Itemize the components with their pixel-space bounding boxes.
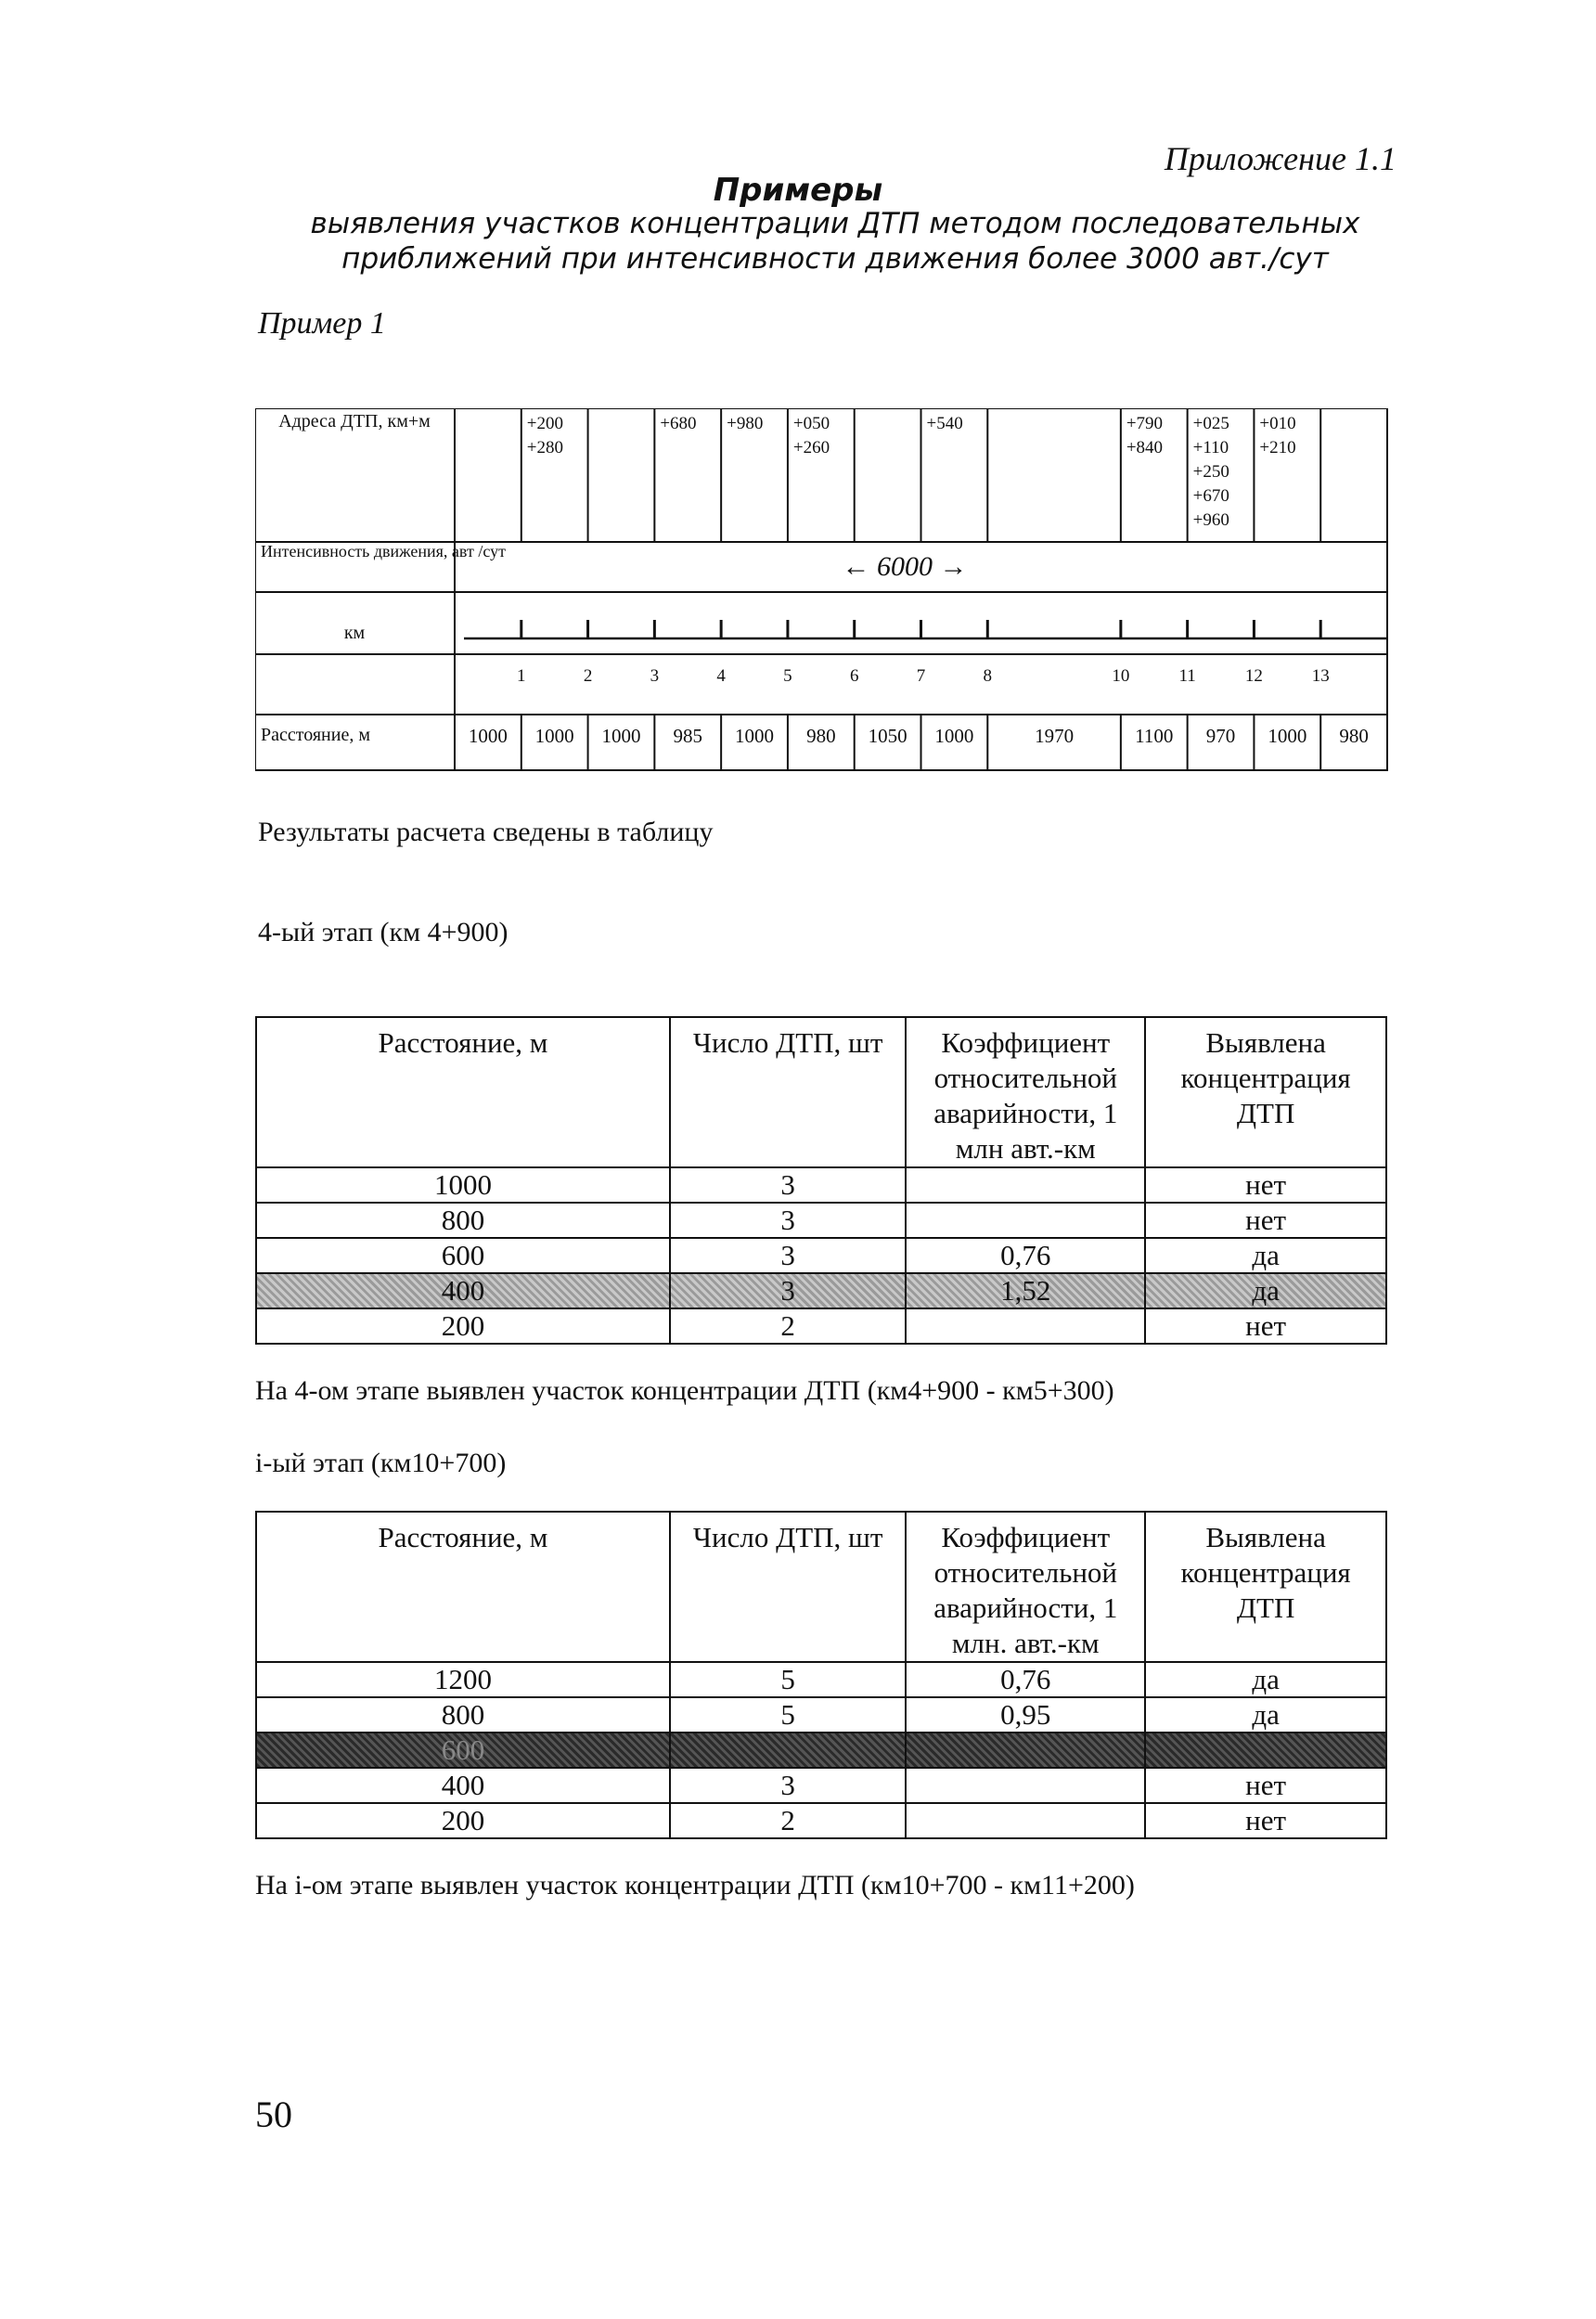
distance-value: 970 [1205,725,1236,747]
address-cell [727,414,763,433]
address-value: +840 [1126,438,1164,457]
page-title: Примеры [713,172,883,209]
km-label: 12 [1244,666,1263,686]
col-distance: Расстояние, м [256,1512,670,1662]
km-label: 7 [916,666,926,686]
table-cell [670,1733,906,1768]
label-distance: Расстояние, м [261,725,370,745]
table-row [256,1273,1386,1308]
address-value: +670 [1192,486,1229,506]
stage4-heading: 4-ый этап (км 4+900) [258,917,508,947]
km-label: 10 [1112,666,1130,686]
km-label: 13 [1311,666,1330,686]
address-value: +110 [1192,438,1229,457]
table-cell: 200 [256,1308,670,1344]
stagei-heading: i-ый этап (км10+700) [255,1448,507,1478]
label-intensity: Интенсивность движения, авт /сут [261,542,506,560]
km-label: 4 [716,666,726,686]
table-cell [906,1167,1145,1203]
address-value: +010 [1259,414,1296,433]
address-cell [793,414,830,457]
address-value: +250 [1192,462,1229,482]
table-cell: 400 [256,1273,670,1308]
col-accidents: Число ДТП, шт [670,1512,906,1662]
label-addresses-1: Адреса ДТП, км+м [278,411,431,432]
table-cell: нет [1145,1203,1386,1238]
table-cell [906,1308,1145,1344]
table-cell: да [1145,1697,1386,1733]
address-value: +025 [1192,414,1229,433]
address-cell [927,414,963,433]
road-schematic [255,408,1392,779]
col-accidents: Число ДТП, шт [670,1017,906,1167]
address-cell [527,414,563,457]
distance-value: 980 [1339,725,1369,747]
distance-value: 1000 [468,725,508,747]
address-value: +960 [1192,510,1229,530]
address-value: +790 [1126,414,1164,433]
distance-value: 980 [806,725,836,747]
km-label: 3 [650,666,660,686]
results-note: Результаты расчета сведены в таблицу [258,817,714,847]
address-value: +260 [792,438,830,457]
table-row [256,1238,1386,1273]
distance-value: 1100 [1135,725,1174,747]
km-label: 1 [517,666,526,686]
km-label: 5 [783,666,792,686]
table-cell: 0,76 [906,1662,1145,1697]
table-cell: 600 [256,1733,670,1768]
table-row [256,1803,1386,1838]
table-cell: да [1145,1273,1386,1308]
table-cell: 2 [670,1308,906,1344]
km-label: 11 [1178,666,1196,686]
address-value: +980 [727,414,764,433]
km-label: 8 [983,666,993,686]
table-cell: 200 [256,1803,670,1838]
table-cell: 0,95 [906,1697,1145,1733]
col-concentration: Выявлена концентрация ДТП [1145,1512,1386,1662]
table-cell [906,1733,1145,1768]
table-row [256,1308,1386,1344]
distance-value: 1000 [601,725,641,747]
address-cell [1259,414,1295,457]
col-coefficient: Коэффициент относительной аварийности, 1 млн авт.-км [906,1017,1145,1167]
table-cell [906,1203,1145,1238]
table-cell: 1,52 [906,1273,1145,1308]
table-cell: 800 [256,1697,670,1733]
address-cell [660,414,696,433]
table-cell: 800 [256,1203,670,1238]
table-cell: 0,76 [906,1238,1145,1273]
distance-value: 1000 [934,725,974,747]
table-row [256,1733,1386,1768]
table-cell: нет [1145,1768,1386,1803]
label-km: км [343,623,366,643]
table-cell: 3 [670,1768,906,1803]
table-cell [906,1768,1145,1803]
address-value: +050 [792,414,830,433]
col-distance: Расстояние, м [256,1017,670,1167]
stage4-table [255,1016,1387,1345]
table-cell: нет [1145,1308,1386,1344]
km-label: 2 [583,666,593,686]
page-subtitle: выявления участков концентрации ДТП методом последовательных приближений при интенсивности движения более 3000 авт./сут [310,207,1360,276]
col-concentration: Выявлена концентрация ДТП [1145,1017,1386,1167]
distance-value: 1000 [735,725,775,747]
table-row [256,1768,1386,1803]
table-cell: нет [1145,1167,1386,1203]
address-cell [1193,414,1229,530]
appendix-label: Приложение 1.1 [1164,140,1396,177]
distance-value: 1970 [1035,725,1075,747]
table-cell: 5 [670,1662,906,1697]
table-cell: 1200 [256,1662,670,1697]
table-cell: нет [1145,1803,1386,1838]
col-coefficient: Коэффициент относительной аварийности, 1 млн. авт.-км [906,1512,1145,1662]
table-cell: 3 [670,1273,906,1308]
intensity-value: ← 6000 → [842,551,968,582]
table-cell [906,1803,1145,1838]
table-cell: 3 [670,1167,906,1203]
stagei-table [255,1511,1387,1839]
table-row [256,1203,1386,1238]
table-cell: 400 [256,1768,670,1803]
table-cell: 3 [670,1203,906,1238]
address-value: +540 [926,414,963,433]
address-value: +210 [1259,438,1296,457]
table-cell: 1000 [256,1167,670,1203]
address-value: +680 [660,414,697,433]
address-value: +280 [526,438,564,457]
table-cell: 5 [670,1697,906,1733]
table-row [256,1662,1386,1697]
stagei-conclusion: На i-ом этапе выявлен участок концентрации ДТП (км10+700 - км11+200) [255,1870,1135,1900]
address-cell [1126,414,1163,457]
table-row [256,1167,1386,1203]
table-cell: 2 [670,1803,906,1838]
table-cell: 3 [670,1238,906,1273]
page-number: 50 [255,2094,292,2135]
table-row [256,1697,1386,1733]
table-cell: да [1145,1238,1386,1273]
table-cell [1145,1733,1386,1768]
table-cell: 600 [256,1238,670,1273]
stage4-conclusion: На 4-ом этапе выявлен участок концентрации ДТП (км4+900 - км5+300) [255,1375,1114,1406]
address-value: +200 [526,414,564,433]
distance-value: 1000 [534,725,574,747]
table-cell: да [1145,1662,1386,1697]
example-label: Пример 1 [258,306,386,341]
distance-value: 1050 [868,725,907,747]
distance-value: 985 [673,725,702,747]
distance-value: 1000 [1268,725,1307,747]
km-label: 6 [849,666,859,686]
